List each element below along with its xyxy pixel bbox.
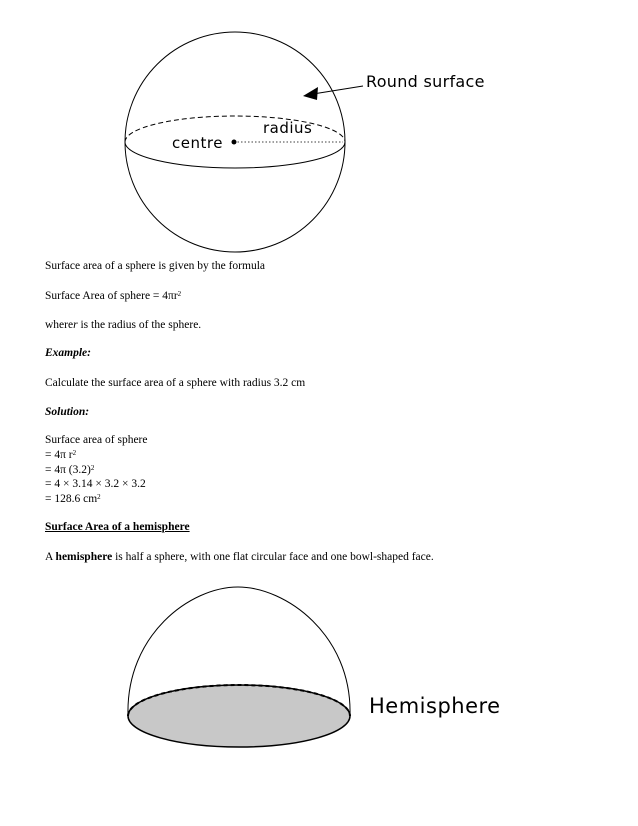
where-suffix: is the radius of the sphere.	[77, 319, 202, 331]
formula-prefix: Surface Area of sphere = 4πr	[45, 290, 178, 302]
step-5-text: = 128.6 cm	[45, 493, 98, 505]
round-surface-label: Round surface	[366, 72, 485, 91]
step-3-text: = 4π (3.2)	[45, 464, 91, 476]
radius-label: radius	[263, 119, 313, 137]
hemi-def-suffix: is half a sphere, with one flat circular face and one bowl-shaped face.	[112, 551, 434, 563]
centre-point	[232, 140, 237, 145]
example-heading: Example:	[45, 347, 91, 359]
example-question: Calculate the surface area of a sphere with radius 3.2 cm	[45, 377, 306, 389]
pointer-arrowhead	[303, 87, 318, 100]
solution-step-3	[45, 463, 94, 477]
step-3-exponent: 2	[90, 464, 95, 472]
sphere-equator-front	[125, 142, 345, 168]
hemisphere-label: Hemisphere	[369, 694, 501, 718]
centre-label: centre	[172, 134, 223, 152]
solution-step-2	[45, 448, 76, 462]
hemi-def-term: hemisphere	[55, 551, 113, 563]
where-line	[45, 318, 201, 332]
step-2-exponent: 2	[72, 449, 77, 457]
sphere-diagram	[0, 0, 638, 260]
where-prefix: where	[45, 319, 74, 331]
solution-step-1: Surface area of sphere	[45, 434, 148, 446]
pointer-line	[313, 86, 363, 94]
step-2-text: = 4π r	[45, 449, 73, 461]
solution-step-5	[45, 492, 101, 506]
step-5-exponent: 2	[97, 493, 101, 501]
hemisphere-heading: Surface Area of a hemisphere	[45, 521, 190, 533]
formula-exponent: 2	[177, 290, 182, 298]
formula-intro: Surface area of a sphere is given by the formula	[45, 260, 266, 272]
where-variable: r	[73, 319, 78, 331]
hemi-def-prefix: A	[45, 551, 56, 563]
solution-step-4: = 4 × 3.14 × 3.2 × 3.2	[45, 478, 146, 490]
formula-line	[45, 289, 181, 303]
hemisphere-diagram	[0, 575, 638, 800]
solution-heading: Solution:	[45, 406, 90, 418]
hemisphere-definition	[45, 550, 434, 564]
